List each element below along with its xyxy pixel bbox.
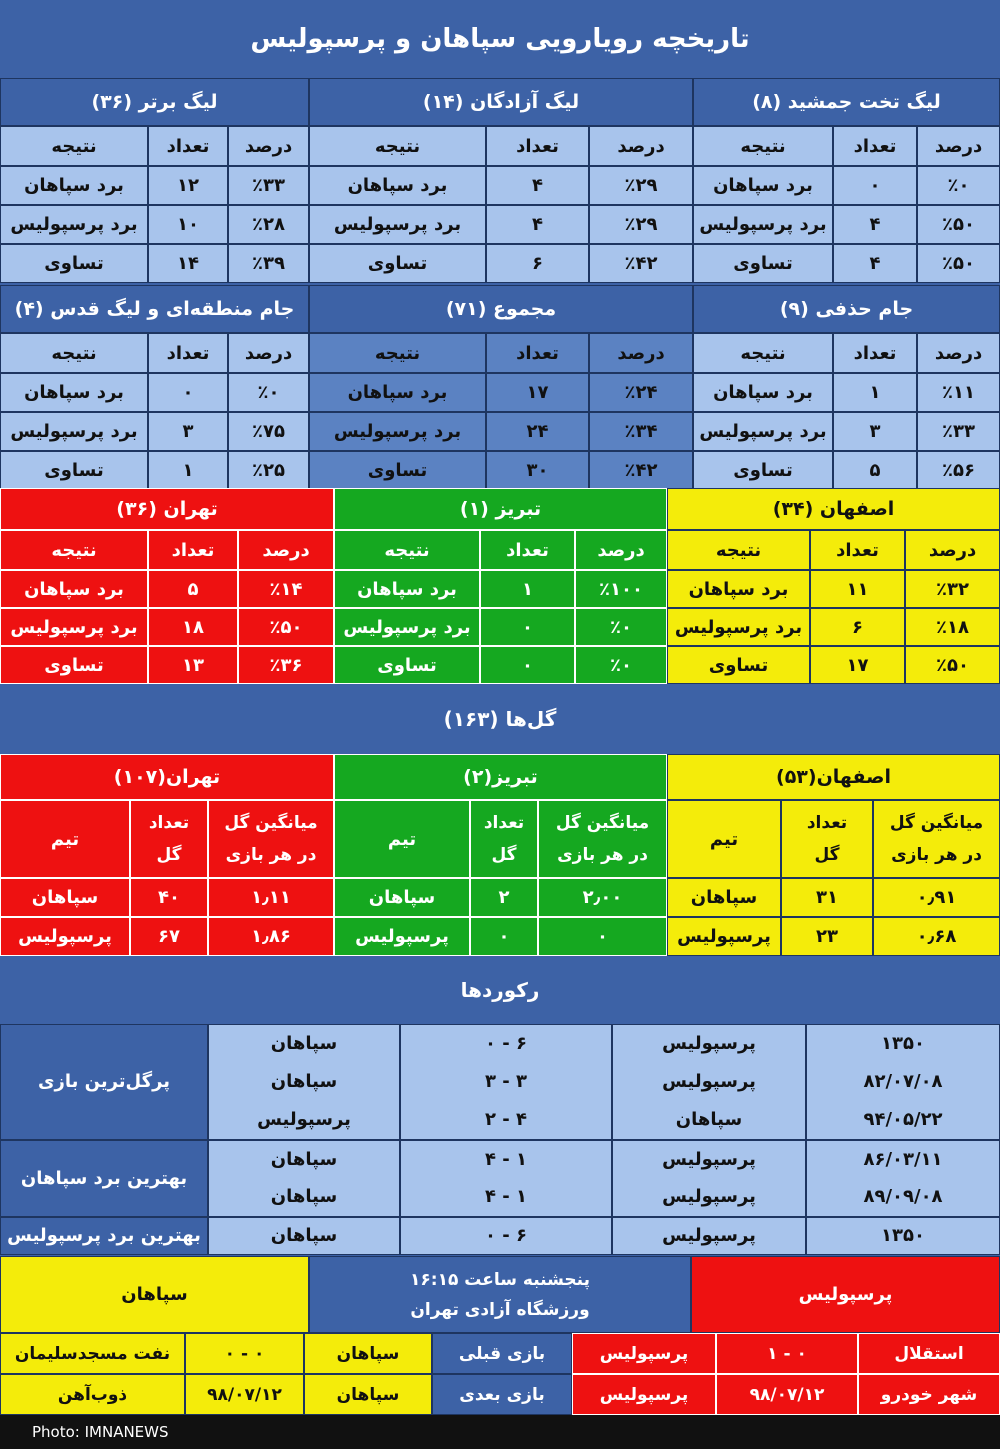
goals-team-header: تیم: [0, 800, 130, 878]
goals-team-header: تیم: [667, 800, 781, 878]
record-opponent-left: پرسپولیس: [612, 1024, 806, 1063]
comp1-2-count-cell: ۱۲: [148, 166, 228, 205]
comp1-2-col-header: نتیجه: [0, 126, 148, 166]
comp2-0-result-label: تساوی: [693, 451, 833, 490]
comp2-2-count-cell: ۰: [148, 373, 228, 412]
comp1-1-title: لیگ آزادگان (۱۴): [309, 78, 693, 126]
comp1-1-percent-cell: ٪۴۲: [589, 244, 693, 283]
record-score: ۶ - ۰: [400, 1024, 612, 1063]
record-score: ۱ - ۴: [400, 1178, 612, 1217]
city-col-header: تعداد: [480, 530, 575, 570]
record-opponent-left: پرسپولیس: [612, 1178, 806, 1217]
comp2-1-percent-cell: ٪۲۴: [589, 373, 693, 412]
comp2-1-col-header: نتیجه: [309, 333, 486, 373]
goals-count-cell: ۶۷: [130, 917, 208, 956]
count-header-line2: گل: [491, 845, 517, 865]
city-result-label: برد سپاهان: [0, 570, 148, 608]
city-percent-cell: ٪۵۰: [905, 646, 1000, 684]
comp2-1-count-cell: ۱۷: [486, 373, 589, 412]
city-percent-cell: ٪۱۴: [238, 570, 334, 608]
count-header-line2: گل: [814, 845, 840, 865]
comp2-0-count-cell: ۱: [833, 373, 917, 412]
comp1-1-result-label: تساوی: [309, 244, 486, 283]
city-count-cell: ۱۳: [148, 646, 238, 684]
goals-avg-cell: ۱٫۸۶: [208, 917, 334, 956]
comp2-1-result-label: برد سپاهان: [309, 373, 486, 412]
goals-team-cell: سپاهان: [0, 878, 130, 917]
city-percent-cell: ٪۰: [575, 646, 667, 684]
city-count-cell: ۰: [480, 608, 575, 646]
goals-count-cell: ۲: [470, 878, 538, 917]
sep-team: سپاهان: [304, 1333, 432, 1374]
city-col-header: درصد: [238, 530, 334, 570]
goals-count-header: [470, 800, 538, 878]
record-opponent-left: سپاهان: [612, 1101, 806, 1140]
comp2-2-percent-cell: ٪۲۵: [228, 451, 309, 490]
comp1-2-percent-cell: ٪۲۸: [228, 205, 309, 244]
perse-result: ۰ - ۱: [716, 1333, 858, 1374]
goals-team-cell: سپاهان: [667, 878, 781, 917]
comp2-2-result-label: برد پرسپولیس: [0, 412, 148, 451]
next-match-label: بازی بعدی: [432, 1374, 572, 1415]
avg-header-line1: میانگین گل: [555, 813, 650, 833]
record-score: ۴ - ۲: [400, 1101, 612, 1140]
comp1-0-percent-cell: ٪۰: [917, 166, 1000, 205]
city-col-header: نتیجه: [0, 530, 148, 570]
avg-header-line2: در هر بازی: [225, 845, 317, 865]
comp2-2-result-label: تساوی: [0, 451, 148, 490]
record-date: ۸۶/۰۳/۱۱: [806, 1140, 1000, 1179]
comp2-1-percent-cell: ٪۴۲: [589, 451, 693, 490]
city-col-header: درصد: [575, 530, 667, 570]
city-col-header: نتیجه: [667, 530, 810, 570]
goals-city-title: تهران(۱۰۷): [0, 754, 334, 800]
comp1-1-col-header: نتیجه: [309, 126, 486, 166]
city-percent-cell: ٪۵۰: [238, 608, 334, 646]
record-team-right: سپاهان: [208, 1140, 400, 1179]
record-score: ۶ - ۰: [400, 1217, 612, 1256]
comp2-0-percent-cell: ٪۵۶: [917, 451, 1000, 490]
comp1-1-percent-cell: ٪۲۹: [589, 205, 693, 244]
comp2-2-count-cell: ۳: [148, 412, 228, 451]
comp2-2-title: جام منطقه‌ای و لیگ قدس (۴): [0, 285, 309, 333]
comp2-0-count-cell: ۵: [833, 451, 917, 490]
comp1-1-result-label: برد پرسپولیس: [309, 205, 486, 244]
comp2-2-percent-cell: ٪۷۵: [228, 412, 309, 451]
avg-header-line2: در هر بازی: [557, 845, 648, 865]
comp1-2-result-label: برد سپاهان: [0, 166, 148, 205]
comp1-0-count-cell: ۰: [833, 166, 917, 205]
comp1-0-result-label: برد سپاهان: [693, 166, 833, 205]
city-result-label: برد پرسپولیس: [0, 608, 148, 646]
goals-title: گل‌ها (۱۶۳): [0, 684, 1000, 754]
goals-avg-cell: ۰: [538, 917, 667, 956]
goals-avg-header: [208, 800, 334, 878]
city-result-label: تساوی: [0, 646, 148, 684]
record-team-right: سپاهان: [208, 1063, 400, 1102]
prev-match-label: بازی قبلی: [432, 1333, 572, 1374]
comp2-1-title: مجموع (۷۱): [309, 285, 693, 333]
goals-avg-header: [873, 800, 1000, 878]
comp1-0-percent-cell: ٪۵۰: [917, 205, 1000, 244]
match-home-team: پرسپولیس: [691, 1256, 1000, 1333]
count-header-line2: گل: [156, 845, 182, 865]
perse-team: پرسپولیس: [572, 1333, 716, 1374]
city-col-header: تعداد: [810, 530, 905, 570]
record-team-right: سپاهان: [208, 1024, 400, 1063]
comp2-2-col-header: درصد: [228, 333, 309, 373]
record-opponent-left: پرسپولیس: [612, 1217, 806, 1256]
comp1-0-percent-cell: ٪۵۰: [917, 244, 1000, 283]
match-time: پنجشنبه ساعت ۱۶:۱۵: [410, 1269, 590, 1290]
record-score: ۳ - ۳: [400, 1063, 612, 1102]
comp1-2-title: لیگ برتر (۳۶): [0, 78, 309, 126]
comp2-0-col-header: درصد: [917, 333, 1000, 373]
page-title: تاریخچه رویارویی سپاهان و پرسپولیس: [0, 0, 1000, 78]
goals-count-header: [781, 800, 873, 878]
city-count-cell: ۱۱: [810, 570, 905, 608]
comp1-1-count-cell: ۶: [486, 244, 589, 283]
comp2-0-count-cell: ۳: [833, 412, 917, 451]
comp1-2-col-header: تعداد: [148, 126, 228, 166]
records-title: رکوردها: [0, 956, 1000, 1024]
comp1-0-col-header: نتیجه: [693, 126, 833, 166]
avg-header-line2: در هر بازی: [891, 845, 982, 865]
comp1-0-title: لیگ تخت جمشید (۸): [693, 78, 1000, 126]
city-result-label: برد پرسپولیس: [667, 608, 810, 646]
city-count-cell: ۱۷: [810, 646, 905, 684]
comp1-1-col-header: تعداد: [486, 126, 589, 166]
perse-team: پرسپولیس: [572, 1374, 716, 1415]
city-title: تبریز (۱): [334, 488, 667, 530]
comp2-1-count-cell: ۳۰: [486, 451, 589, 490]
record-date: ۱۳۵۰: [806, 1217, 1000, 1256]
perse-result: ۹۸/۰۷/۱۲: [716, 1374, 858, 1415]
comp1-2-result-label: تساوی: [0, 244, 148, 283]
record-category-label: بهترین برد پرسپولیس: [0, 1217, 208, 1256]
avg-header-line1: میانگین گل: [224, 813, 318, 833]
comp2-1-count-cell: ۲۴: [486, 412, 589, 451]
record-opponent-left: پرسپولیس: [612, 1140, 806, 1179]
comp2-0-col-header: نتیجه: [693, 333, 833, 373]
comp1-2-percent-cell: ٪۳۳: [228, 166, 309, 205]
goals-city-title: تبریز(۲): [334, 754, 667, 800]
comp2-1-col-header: تعداد: [486, 333, 589, 373]
comp1-1-percent-cell: ٪۲۹: [589, 166, 693, 205]
sep-team: سپاهان: [304, 1374, 432, 1415]
comp2-1-result-label: تساوی: [309, 451, 486, 490]
goals-team-cell: سپاهان: [334, 878, 470, 917]
city-title: تهران (۳۶): [0, 488, 334, 530]
record-date: ۸۹/۰۹/۰۸: [806, 1178, 1000, 1217]
match-stadium: ورزشگاه آزادی تهران: [410, 1299, 590, 1320]
city-percent-cell: ٪۰: [575, 608, 667, 646]
count-header-line1: تعداد: [483, 813, 525, 833]
comp1-2-count-cell: ۱۰: [148, 205, 228, 244]
avg-header-line1: میانگین گل: [889, 813, 984, 833]
record-team-right: سپاهان: [208, 1217, 400, 1256]
goals-team-cell: پرسپولیس: [334, 917, 470, 956]
comp1-2-percent-cell: ٪۳۹: [228, 244, 309, 283]
record-score: ۱ - ۴: [400, 1140, 612, 1179]
match-info: [309, 1256, 691, 1333]
goals-count-cell: ۴۰: [130, 878, 208, 917]
comp2-0-percent-cell: ٪۱۱: [917, 373, 1000, 412]
goals-avg-cell: ۲٫۰۰: [538, 878, 667, 917]
goals-count-cell: ۲۳: [781, 917, 873, 956]
goals-city-title: اصفهان(۵۳): [667, 754, 1000, 800]
record-date: ۹۴/۰۵/۲۲: [806, 1101, 1000, 1140]
city-count-cell: ۱: [480, 570, 575, 608]
city-col-header: تعداد: [148, 530, 238, 570]
record-opponent-left: پرسپولیس: [612, 1063, 806, 1102]
city-result-label: تساوی: [334, 646, 480, 684]
goals-avg-header: [538, 800, 667, 878]
city-result-label: تساوی: [667, 646, 810, 684]
city-col-header: درصد: [905, 530, 1000, 570]
city-percent-cell: ٪۳۶: [238, 646, 334, 684]
record-date: ۱۳۵۰: [806, 1024, 1000, 1063]
sep-opponent: ذوب‌آهن: [0, 1374, 185, 1415]
goals-count-header: [130, 800, 208, 878]
goals-team-cell: پرسپولیس: [0, 917, 130, 956]
comp2-2-percent-cell: ٪۰: [228, 373, 309, 412]
comp1-1-count-cell: ۴: [486, 166, 589, 205]
comp1-0-col-header: درصد: [917, 126, 1000, 166]
sep-result: ۰ - ۰: [185, 1333, 304, 1374]
match-away-team: سپاهان: [0, 1256, 309, 1333]
city-result-label: برد پرسپولیس: [334, 608, 480, 646]
record-team-right: پرسپولیس: [208, 1101, 400, 1140]
goals-team-cell: پرسپولیس: [667, 917, 781, 956]
city-count-cell: ۶: [810, 608, 905, 646]
photo-credit: Photo: IMNANEWS: [0, 1415, 1000, 1449]
comp2-0-title: جام حذفی (۹): [693, 285, 1000, 333]
comp2-2-col-header: نتیجه: [0, 333, 148, 373]
comp2-2-result-label: برد سپاهان: [0, 373, 148, 412]
comp2-1-col-header: درصد: [589, 333, 693, 373]
comp1-0-count-cell: ۴: [833, 205, 917, 244]
goals-count-cell: ۳۱: [781, 878, 873, 917]
record-team-right: سپاهان: [208, 1178, 400, 1217]
city-percent-cell: ٪۱۰۰: [575, 570, 667, 608]
goals-avg-cell: ۱٫۱۱: [208, 878, 334, 917]
city-count-cell: ۱۸: [148, 608, 238, 646]
comp1-2-result-label: برد پرسپولیس: [0, 205, 148, 244]
comp1-0-result-label: برد پرسپولیس: [693, 205, 833, 244]
comp1-2-count-cell: ۱۴: [148, 244, 228, 283]
comp1-0-count-cell: ۴: [833, 244, 917, 283]
comp2-2-count-cell: ۱: [148, 451, 228, 490]
record-category-label: پرگل‌ترین بازی: [0, 1024, 208, 1140]
comp2-0-result-label: برد سپاهان: [693, 373, 833, 412]
comp2-0-col-header: تعداد: [833, 333, 917, 373]
city-count-cell: ۵: [148, 570, 238, 608]
comp1-0-result-label: تساوی: [693, 244, 833, 283]
comp2-0-result-label: برد پرسپولیس: [693, 412, 833, 451]
city-title: اصفهان (۳۴): [667, 488, 1000, 530]
city-count-cell: ۰: [480, 646, 575, 684]
comp2-1-percent-cell: ٪۳۴: [589, 412, 693, 451]
comp2-2-col-header: تعداد: [148, 333, 228, 373]
comp1-1-result-label: برد سپاهان: [309, 166, 486, 205]
goals-count-cell: ۰: [470, 917, 538, 956]
count-header-line1: تعداد: [148, 813, 190, 833]
sep-result: ۹۸/۰۷/۱۲: [185, 1374, 304, 1415]
comp1-2-col-header: درصد: [228, 126, 309, 166]
sep-opponent: نفت مسجدسلیمان: [0, 1333, 185, 1374]
perse-opponent: استقلال: [858, 1333, 1000, 1374]
comp2-0-percent-cell: ٪۳۳: [917, 412, 1000, 451]
city-percent-cell: ٪۳۲: [905, 570, 1000, 608]
city-result-label: برد سپاهان: [334, 570, 480, 608]
perse-opponent: شهر خودرو: [858, 1374, 1000, 1415]
city-col-header: نتیجه: [334, 530, 480, 570]
comp1-0-col-header: تعداد: [833, 126, 917, 166]
comp1-1-col-header: درصد: [589, 126, 693, 166]
goals-avg-cell: ۰٫۶۸: [873, 917, 1000, 956]
comp1-1-count-cell: ۴: [486, 205, 589, 244]
record-category-label: بهترین برد سپاهان: [0, 1140, 208, 1217]
record-date: ۸۲/۰۷/۰۸: [806, 1063, 1000, 1102]
count-header-line1: تعداد: [806, 813, 848, 833]
city-result-label: برد سپاهان: [667, 570, 810, 608]
comp2-1-result-label: برد پرسپولیس: [309, 412, 486, 451]
goals-avg-cell: ۰٫۹۱: [873, 878, 1000, 917]
city-percent-cell: ٪۱۸: [905, 608, 1000, 646]
goals-team-header: تیم: [334, 800, 470, 878]
